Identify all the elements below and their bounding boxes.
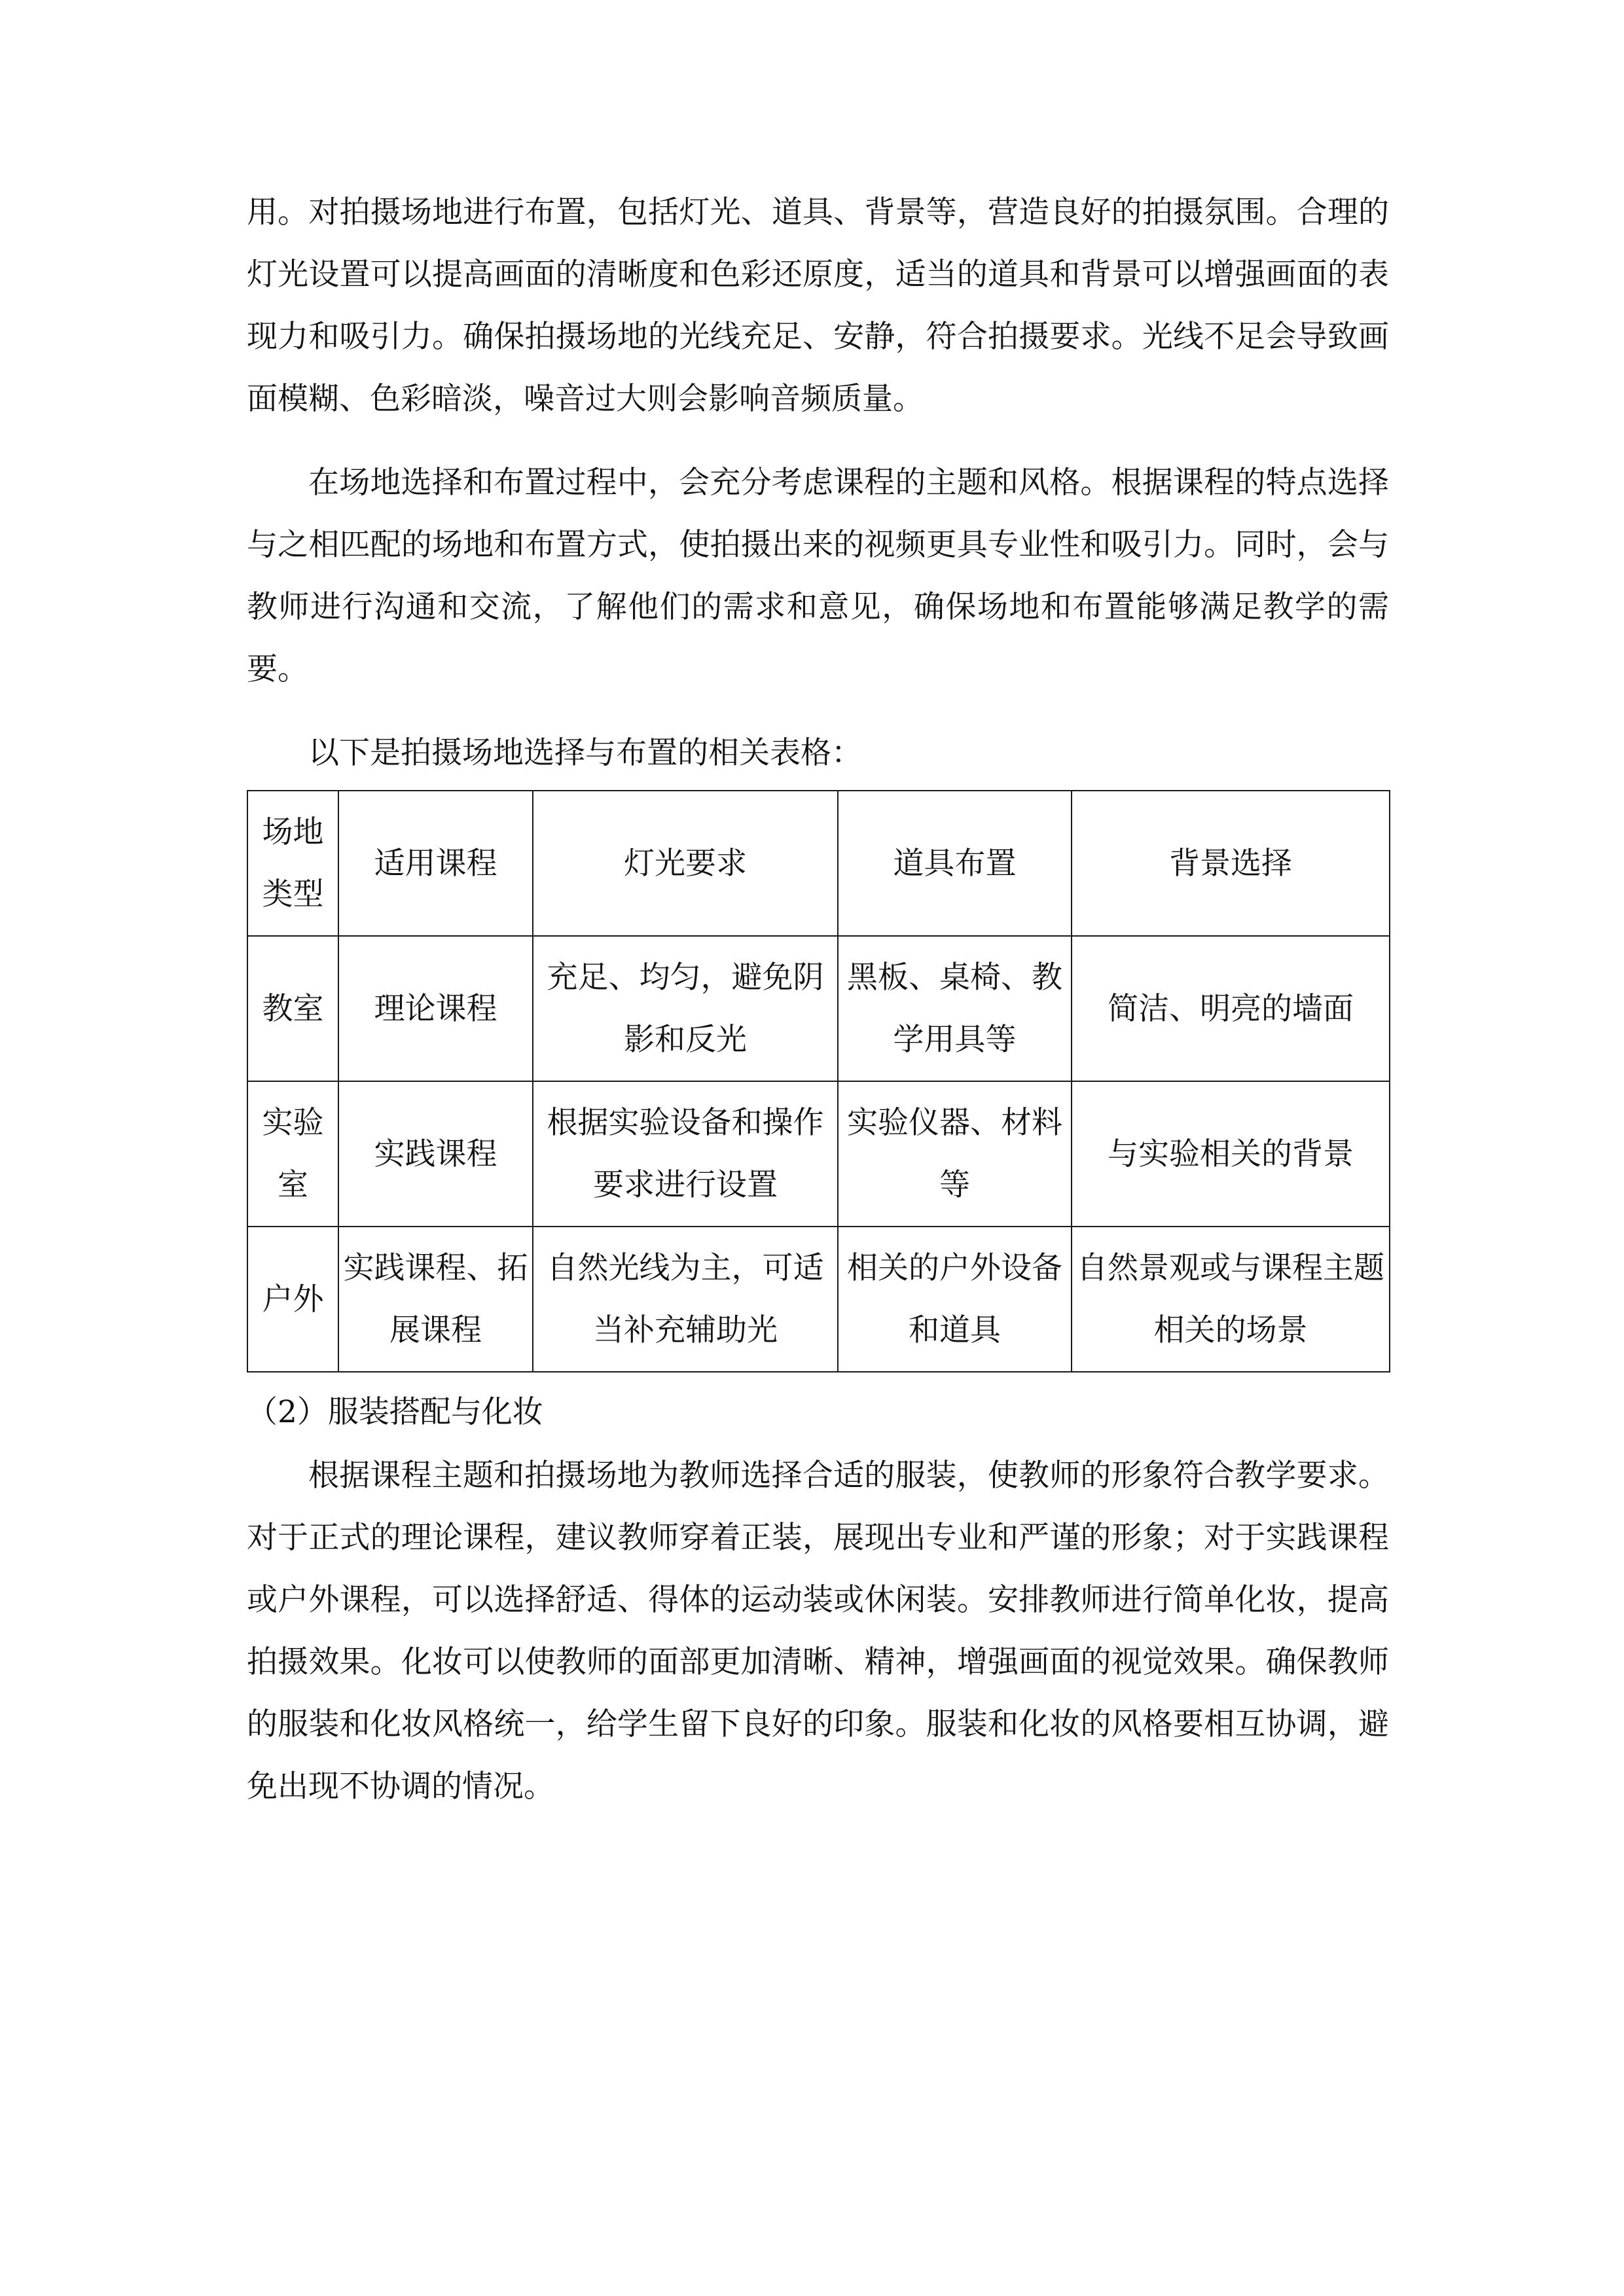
paragraph-costume-makeup: 根据课程主题和拍摄场地为教师选择合适的服装，使教师的形象符合教学要求。对于正式的理论课程，建议教师穿着正装，展现出专业和严谨的形象；对于实践课程或户外课程，可以选择舒适、得体的运动装或休闲装。安排教师进行简单化妆，提高拍摄效果。化妆可以使教师的面部更加清晰、精神，增强画面的视觉效果。确保教师的服装和化妆风格统一，给学生留下良好的印象。服装和化妆的风格要相互协调，避免出现不协调的情况。 [247,1458,1389,1804]
table-cell: 相关的户外设备和道具 [838,1227,1072,1372]
paragraph-venue-selection: 在场地选择和布置过程中，会充分考虑课程的主题和风格。根据课程的特点选择与之相匹配的场地和布置方式，使拍摄出来的视频更具专业性和吸引力。同时，会与教师进行沟通和交流，了解他们的需求和意见，确保场地和布置能够满足教学的需要。 [247,465,1389,687]
paragraph-venue-setup: 用。对拍摄场地进行布置，包括灯光、道具、背景等，营造良好的拍摄氛围。合理的灯光设置可以提高画面的清晰度和色彩还原度，适当的道具和背景可以增强画面的表现力和吸引力。确保拍摄场地的光线充足、安静，符合拍摄要求。光线不足会导致画面模糊、色彩暗淡，噪音过大则会影响音频质量。 [247,194,1389,417]
table-cell: 户外 [247,1227,338,1372]
table-cell: 实践课程 [338,1081,533,1227]
header-props: 道具布置 [838,791,1072,936]
venue-table [247,790,1390,1372]
table-cell: 实验仪器、材料等 [838,1081,1072,1227]
table-row [247,1227,1390,1372]
header-background: 背景选择 [1072,791,1390,936]
table-cell: 黑板、桌椅、教学用具等 [838,936,1072,1081]
table-cell: 理论课程 [338,936,533,1081]
header-applicable-course: 适用课程 [338,791,533,936]
table-cell: 教室 [247,936,338,1081]
table-cell: 实验室 [247,1081,338,1227]
table-cell: 根据实验设备和操作要求进行设置 [533,1081,838,1227]
table-cell: 充足、均匀，避免阴影和反光 [533,936,838,1081]
table-row [247,936,1390,1081]
table-cell: 自然景观或与课程主题相关的场景 [1072,1227,1390,1372]
table-header-row [247,791,1390,936]
paragraph-table-intro: 以下是拍摄场地选择与布置的相关表格： [308,735,862,771]
table-cell: 与实验相关的背景 [1072,1081,1390,1227]
header-lighting: 灯光要求 [533,791,838,936]
table-row [247,1081,1390,1227]
table-cell: 自然光线为主，可适当补充辅助光 [533,1227,838,1372]
section-heading-costume-makeup: （2）服装搭配与化妆 [247,1394,543,1430]
table-cell: 实践课程、拓展课程 [338,1227,533,1372]
header-venue-type: 场地类型 [247,791,338,936]
table-cell: 简洁、明亮的墙面 [1072,936,1390,1081]
